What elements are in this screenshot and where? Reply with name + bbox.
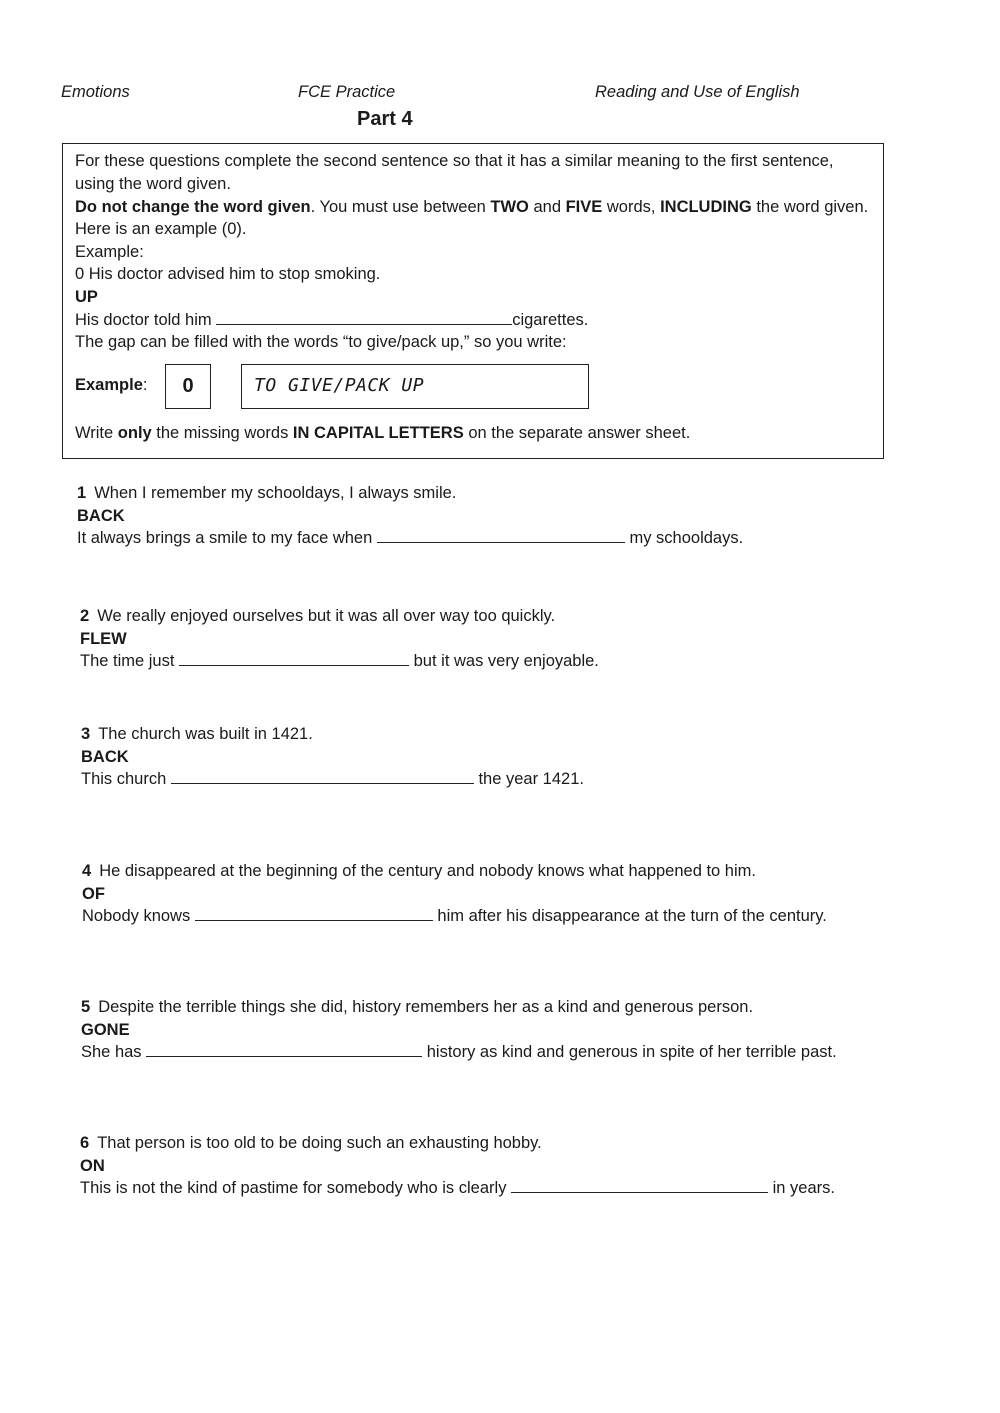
gap-pre: Nobody knows — [82, 907, 195, 925]
example-gap-post: cigarettes. — [512, 311, 589, 329]
example-label: Example: — [75, 376, 148, 394]
answer-gap[interactable] — [171, 769, 474, 784]
gap-pre: This church — [81, 770, 171, 788]
rule-text: words, — [602, 198, 661, 216]
instruction-line: Example: — [75, 243, 144, 261]
gap-post: him after his disappearance at the turn of the century. — [432, 907, 827, 925]
example-gap-sentence — [75, 309, 588, 331]
question-5 — [81, 996, 837, 1064]
question-keyword: OF — [82, 884, 105, 903]
question-1 — [77, 482, 743, 550]
gap-post: history as kind and generous in spite of her terrible past. — [422, 1043, 837, 1061]
header-topic: Emotions — [61, 83, 130, 101]
question-keyword: BACK — [77, 506, 125, 525]
rule-emphasis: Do not change the word given — [75, 198, 311, 216]
answer-gap[interactable] — [377, 528, 625, 543]
question-keyword: GONE — [81, 1020, 130, 1039]
gap-pre: It always brings a smile to my face when — [77, 529, 377, 547]
question-2 — [80, 605, 599, 673]
footer-text: on the separate answer sheet. — [463, 424, 691, 442]
question-sentence: Despite the terrible things she did, history remembers her as a kind and generous person. — [98, 998, 754, 1016]
answer-gap[interactable] — [195, 906, 433, 921]
example-answer-box: TO GIVE/PACK UP — [241, 364, 589, 409]
footer-emphasis: IN CAPITAL LETTERS — [292, 424, 464, 442]
instruction-footer — [75, 422, 690, 444]
question-3 — [81, 723, 584, 791]
gap-post: but it was very enjoyable. — [409, 652, 599, 670]
gap-post: in years. — [768, 1179, 835, 1197]
question-sentence: The church was built in 1421. — [98, 725, 313, 743]
instruction-line: For these questions complete the second sentence so that it has a similar meaning to the first sentence, — [75, 152, 834, 170]
footer-text: the missing words — [151, 424, 293, 442]
question-6 — [80, 1132, 835, 1200]
footer-emphasis: only — [117, 424, 152, 442]
instruction-line: using the word given. — [75, 175, 231, 193]
rule-emphasis: TWO — [490, 198, 529, 216]
instruction-line: The gap can be filled with the words “to give/pack up,” so you write: — [75, 333, 567, 351]
instruction-rule — [75, 196, 868, 218]
gap-post: the year 1421. — [473, 770, 584, 788]
question-keyword: BACK — [81, 747, 129, 766]
gap-post: my schooldays. — [624, 529, 744, 547]
answer-gap[interactable] — [146, 1042, 422, 1057]
question-keyword: FLEW — [80, 629, 127, 648]
question-number: 2 — [80, 607, 90, 625]
question-number: 3 — [81, 725, 91, 743]
gap-pre: This is not the kind of pastime for somebody who is clearly — [80, 1179, 512, 1197]
question-sentence: We really enjoyed ourselves but it was all over way too quickly. — [97, 607, 556, 625]
page-title: Part 4 — [357, 108, 413, 130]
gap-pre: She has — [81, 1043, 147, 1061]
answer-gap[interactable] — [179, 651, 409, 666]
question-number: 5 — [81, 998, 91, 1016]
example-number-box: 0 — [165, 364, 211, 409]
example-keyword: UP — [75, 288, 98, 306]
question-sentence: He disappeared at the beginning of the century and nobody knows what happened to him. — [99, 862, 756, 880]
question-number: 1 — [77, 484, 87, 502]
question-keyword: ON — [80, 1156, 105, 1175]
header-paper: Reading and Use of English — [595, 83, 800, 101]
question-number: 4 — [82, 862, 92, 880]
example-gap-pre: His doctor told him — [75, 311, 217, 329]
question-sentence: That person is too old to be doing such an exhausting hobby. — [97, 1134, 542, 1152]
instruction-line: Here is an example (0). — [75, 220, 247, 238]
rule-emphasis: INCLUDING — [660, 198, 752, 216]
gap-pre: The time just — [80, 652, 180, 670]
rule-emphasis: FIVE — [565, 198, 603, 216]
answer-gap[interactable] — [511, 1178, 768, 1193]
example-sentence: 0 His doctor advised him to stop smoking. — [75, 265, 381, 283]
question-4 — [82, 860, 827, 928]
header-course: FCE Practice — [298, 83, 396, 101]
example-gap-line — [216, 310, 512, 325]
rule-text: and — [528, 198, 566, 216]
question-sentence: When I remember my schooldays, I always smile. — [94, 484, 457, 502]
rule-text: the word given. — [751, 198, 869, 216]
question-number: 6 — [80, 1134, 90, 1152]
rule-text: . You must use between — [310, 198, 491, 216]
footer-text: Write — [75, 424, 118, 442]
